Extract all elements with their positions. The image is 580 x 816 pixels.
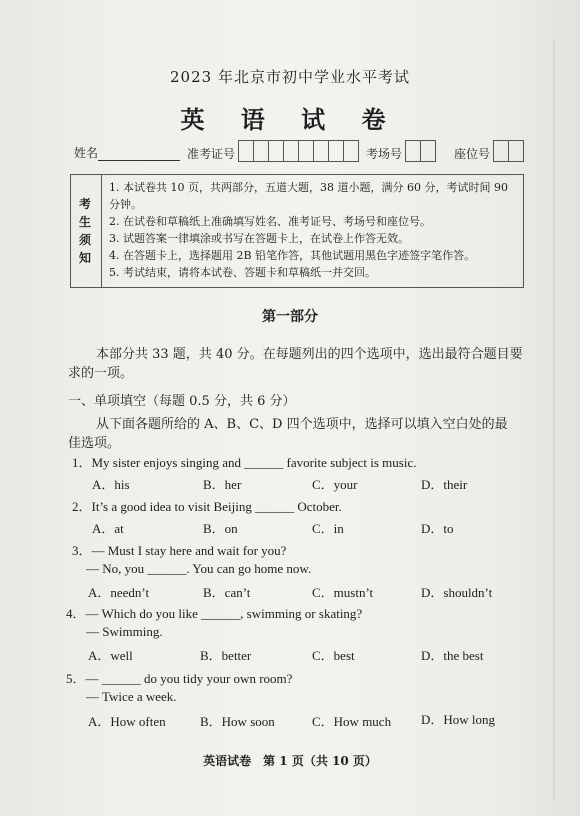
notice-item: 4. 在答题卡上，选择题用 2B 铅笔作答，其他试题用黑色字迹签字笔作答。 bbox=[109, 249, 476, 262]
question-3-stem: — No, you ______. You can go home now. bbox=[86, 561, 312, 576]
exam-title: 2023 年北京市初中学业水平考试 bbox=[170, 68, 410, 86]
notice-heading-char: 知 bbox=[79, 251, 92, 265]
notice-item: 3. 试题答案一律填涂或书写在答题卡上，在试卷上作答无效。 bbox=[109, 232, 409, 245]
question-4-stem: 4．— Which do you like ______, swimming or skating? bbox=[66, 606, 363, 621]
name-field[interactable] bbox=[74, 144, 180, 161]
question-5-option-c[interactable]: C．How much bbox=[312, 714, 392, 729]
question-1-option-d[interactable]: D．their bbox=[421, 477, 468, 492]
question-2-stem: 2．It’s a good idea to visit Beijing ______ October. bbox=[72, 499, 342, 514]
question-5-option-a[interactable]: A．How often bbox=[88, 714, 166, 729]
name-underline bbox=[98, 148, 180, 161]
question-5-stem: 5．— ______ do you tidy your own room? bbox=[66, 671, 293, 686]
notice-item: 2. 在试卷和草稿纸上准确填写姓名、准考证号、考场号和座位号。 bbox=[109, 215, 431, 228]
seat-boxes bbox=[494, 140, 524, 162]
question-3-option-c[interactable]: C．mustn’t bbox=[312, 585, 374, 600]
question-2-option-d[interactable]: D．to bbox=[421, 521, 454, 536]
question-4-option-a[interactable]: A．well bbox=[88, 648, 133, 663]
question-3-option-b[interactable]: B．can’t bbox=[203, 585, 251, 600]
notice-heading bbox=[71, 175, 102, 287]
notice-heading-char: 考 bbox=[79, 197, 92, 211]
section-instructions: 佳选项。 bbox=[68, 436, 121, 451]
question-4-option-d[interactable]: D．the best bbox=[421, 648, 484, 663]
question-5-option-b[interactable]: B．How soon bbox=[200, 714, 275, 729]
question-2-option-b[interactable]: B．on bbox=[203, 521, 238, 536]
seat-label: 座位号 bbox=[454, 147, 491, 161]
section-instructions: 从下面各题所给的 A、B、C、D 四个选项中，选择可以填入空白处的最 bbox=[96, 417, 508, 432]
question-1-option-a[interactable]: A．his bbox=[92, 477, 130, 492]
id-field[interactable] bbox=[187, 140, 359, 162]
room-boxes bbox=[406, 140, 436, 162]
question-4-stem: — Swimming. bbox=[86, 624, 163, 639]
notice-item: 5. 考试结束，请将本试卷、答题卡和草稿纸一并交回。 bbox=[109, 266, 376, 279]
notice-heading-char: 生 bbox=[79, 215, 92, 229]
question-5-stem: — Twice a week. bbox=[86, 689, 177, 704]
room-field[interactable] bbox=[366, 140, 436, 162]
question-1-option-c[interactable]: C．your bbox=[312, 477, 358, 492]
id-label: 准考证号 bbox=[187, 147, 236, 161]
question-3-option-d[interactable]: D．shouldn’t bbox=[421, 585, 493, 600]
room-label: 考场号 bbox=[366, 147, 403, 161]
question-1-option-b[interactable]: B．her bbox=[203, 477, 242, 492]
question-4-option-b[interactable]: B．better bbox=[200, 648, 252, 663]
notice-item: 1. 本试卷共 10 页，共两部分，五道大题，38 道小题，满分 60 分，考试时间 90 分钟。 bbox=[109, 181, 508, 211]
question-3-stem: 3．— Must I stay here and wait for you? bbox=[72, 543, 287, 558]
seat-field[interactable] bbox=[454, 140, 524, 162]
page-fold bbox=[553, 40, 555, 800]
part-intro: 求的一项。 bbox=[68, 366, 134, 381]
id-boxes bbox=[239, 140, 359, 162]
question-2-option-c[interactable]: C．in bbox=[312, 521, 344, 536]
section-title: 一、单项填空（每题 0.5 分，共 6 分） bbox=[68, 394, 296, 409]
exam-subtitle: 英 语 试 卷 bbox=[180, 105, 400, 134]
notice-heading-char: 须 bbox=[79, 233, 92, 247]
part-intro: 本部分共 33 题，共 40 分。在每题列出的四个选项中，选出最符合题目要 bbox=[96, 347, 523, 362]
name-label: 姓名 bbox=[74, 146, 99, 160]
question-3-option-a[interactable]: A．needn’t bbox=[88, 585, 150, 600]
question-4-option-c[interactable]: C．best bbox=[312, 648, 355, 663]
page-footer: 英语试卷 第 1 页（共 10 页） bbox=[203, 754, 377, 768]
question-5-option-d[interactable]: D．How long bbox=[421, 712, 496, 727]
notice-list bbox=[109, 179, 519, 281]
question-2-option-a[interactable]: A．at bbox=[92, 521, 124, 536]
candidate-notice bbox=[70, 174, 524, 288]
question-1-stem: 1．My sister enjoys singing and ______ favorite subject is music. bbox=[72, 455, 417, 470]
part-title: 第一部分 bbox=[262, 309, 318, 325]
